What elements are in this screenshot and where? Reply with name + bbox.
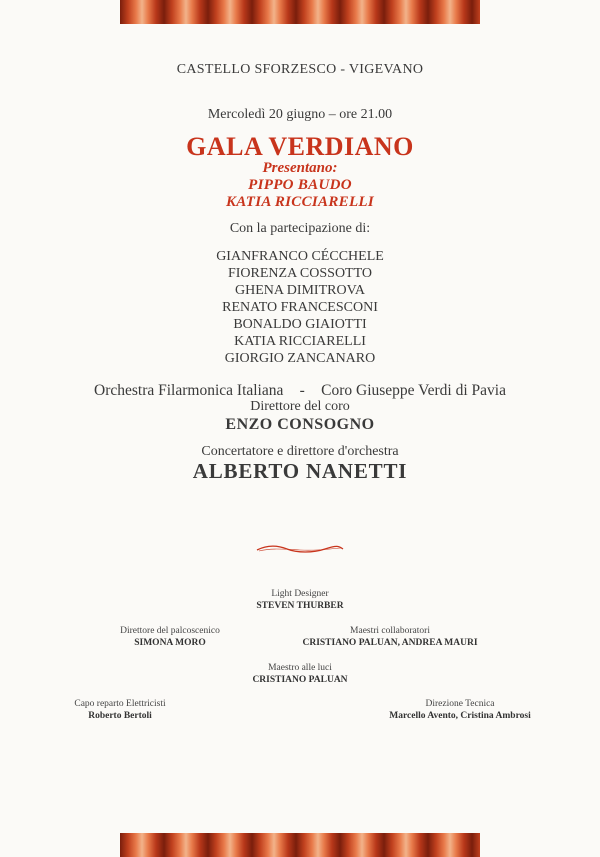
credit-electricians — [40, 698, 200, 722]
performer-name: FIORENZA COSSOTTO — [227, 266, 373, 281]
credit-light-designer — [200, 588, 400, 612]
credit-name: SIMONA MORO — [134, 638, 206, 648]
flourish-ornament — [255, 543, 345, 555]
credit-stage-director — [80, 625, 260, 649]
conductor-name: ALBERTO NANETTI — [192, 459, 408, 483]
performer-name: GIANFRANCO CÉCCHELE — [216, 249, 384, 264]
event-title: GALA VERDIANO — [186, 132, 414, 161]
credit-name: CRISTIANO PALUAN, ANDREA MAURI — [302, 638, 478, 648]
event-date-time: Mercoledì 20 giugno – ore 21.00 — [207, 107, 393, 122]
bottom-decorative-band — [120, 833, 480, 857]
performer-name: GIORGIO ZANCANARO — [224, 351, 376, 366]
orchestra-choir-line — [0, 382, 600, 400]
presenter-name: PIPPO BAUDO — [248, 177, 352, 193]
credit-name: Marcello Avento, Cristina Ambrosi — [389, 711, 531, 721]
performer-name: KATIA RICCIARELLI — [234, 334, 366, 349]
credit-collaborators — [260, 625, 520, 649]
choir-name: Coro Giuseppe Verdi di Pavia — [321, 382, 506, 399]
choir-director-name: ENZO CONSOGNO — [225, 416, 375, 433]
venue: CASTELLO SFORZESCO - VIGEVANO — [176, 62, 424, 77]
credit-technical-direction — [350, 698, 570, 722]
credit-role: Maestro alle luci — [268, 663, 332, 673]
credit-name: Roberto Bertoli — [88, 711, 152, 721]
choir-director-label: Direttore del coro — [250, 399, 350, 414]
credit-role: Direttore del palcoscenico — [120, 626, 220, 636]
presenter-name: KATIA RICCIARELLI — [225, 194, 375, 210]
conductor-label: Concertatore e direttore d'orchestra — [201, 444, 399, 459]
performer-name: RENATO FRANCESCONI — [222, 300, 378, 315]
credit-name: CRISTIANO PALUAN — [252, 675, 348, 685]
performer-name: BONALDO GIAIOTTI — [233, 317, 367, 332]
orchestra-name: Orchestra Filarmonica Italiana — [94, 382, 284, 399]
presenters-label: Presentano: — [262, 160, 338, 176]
top-decorative-band — [120, 0, 480, 24]
credit-role: Maestri collaboratori — [350, 626, 430, 636]
separator: - — [299, 382, 305, 399]
credit-role: Light Designer — [271, 589, 329, 599]
credit-lights-master — [200, 662, 400, 686]
credit-name: STEVEN THURBER — [256, 601, 344, 611]
credit-role: Capo reparto Elettricisti — [74, 699, 166, 709]
performer-name: GHENA DIMITROVA — [234, 283, 366, 298]
credit-role: Direzione Tecnica — [425, 699, 495, 709]
participation-label: Con la partecipazione di: — [229, 221, 371, 236]
